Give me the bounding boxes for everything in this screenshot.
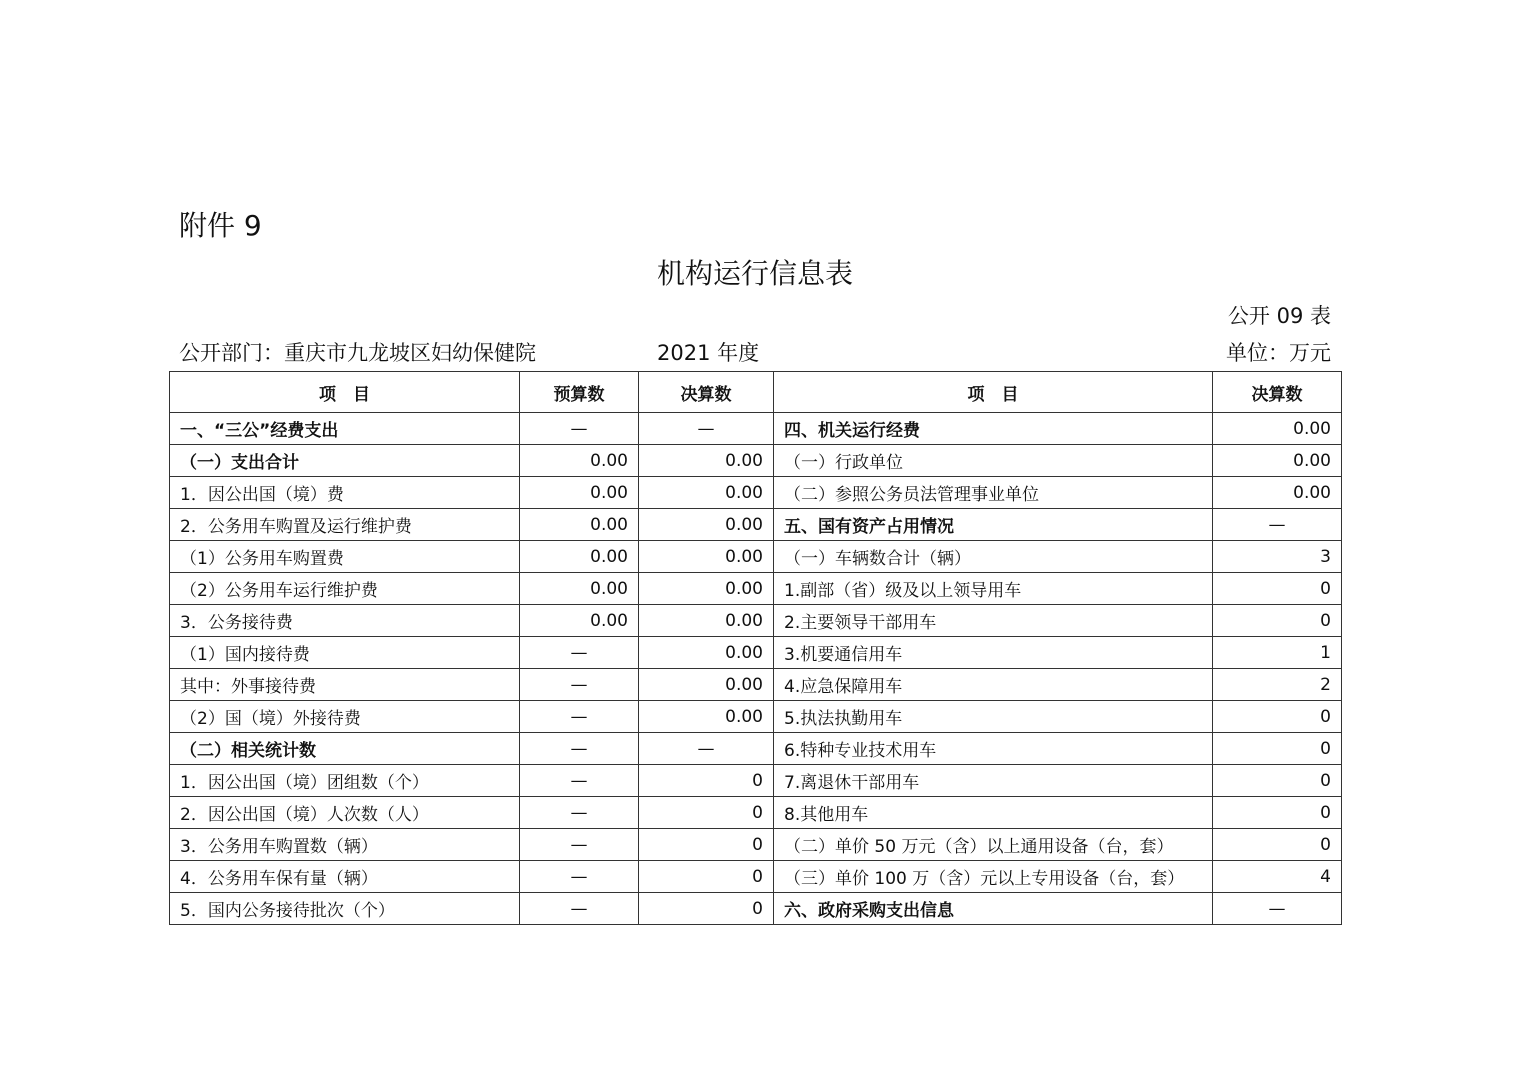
right-item-cell: 1.副部（省）级及以上领导用车: [774, 573, 1213, 605]
col-header-right-final: 决算数: [1213, 372, 1342, 413]
right-item-cell: 6.特种专业技术用车: [774, 733, 1213, 765]
right-final-cell: 0.00: [1213, 445, 1342, 477]
left-item-cell: （1）公务用车购置费: [170, 541, 520, 573]
left-item-cell: 3．公务接待费: [170, 605, 520, 637]
left-item-cell: （2）国（境）外接待费: [170, 701, 520, 733]
table-row: [170, 541, 1342, 573]
budget-cell: —: [520, 893, 639, 925]
budget-cell: —: [520, 733, 639, 765]
info-table: [169, 371, 1342, 925]
year-label: 2021 年度: [657, 341, 760, 365]
budget-cell: —: [520, 701, 639, 733]
right-final-cell: —: [1213, 509, 1342, 541]
budget-cell: —: [520, 765, 639, 797]
left-item-cell: 4．公务用车保有量（辆）: [170, 861, 520, 893]
unit-label: 单位：万元: [1226, 341, 1331, 365]
right-item-cell: （二）参照公务员法管理事业单位: [774, 477, 1213, 509]
final-cell: 0.00: [639, 509, 774, 541]
final-cell: 0: [639, 765, 774, 797]
final-cell: 0: [639, 797, 774, 829]
right-final-cell: 0.00: [1213, 477, 1342, 509]
col-header-budget: 预算数: [520, 372, 639, 413]
final-cell: —: [639, 733, 774, 765]
table-row: [170, 861, 1342, 893]
col-header-right-item: 项 目: [774, 372, 1213, 413]
final-cell: 0.00: [639, 477, 774, 509]
col-header-left-item: 项 目: [170, 372, 520, 413]
table-row: [170, 637, 1342, 669]
table-row: [170, 605, 1342, 637]
final-cell: 0.00: [639, 573, 774, 605]
table-row: [170, 765, 1342, 797]
final-cell: 0.00: [639, 445, 774, 477]
left-item-cell: 1．因公出国（境）团组数（个）: [170, 765, 520, 797]
table-row: [170, 797, 1342, 829]
budget-cell: 0.00: [520, 445, 639, 477]
left-item-cell: （二）相关统计数: [170, 733, 520, 765]
page-title: 机构运行信息表: [656, 257, 853, 290]
right-final-cell: 1: [1213, 637, 1342, 669]
right-final-cell: 0.00: [1213, 413, 1342, 445]
table-row: [170, 477, 1342, 509]
final-cell: 0.00: [639, 605, 774, 637]
table-row: [170, 413, 1342, 445]
col-header-final: 决算数: [639, 372, 774, 413]
budget-cell: —: [520, 797, 639, 829]
table-code: 公开 09 表: [1227, 304, 1331, 328]
right-final-cell: 0: [1213, 733, 1342, 765]
right-item-cell: 8.其他用车: [774, 797, 1213, 829]
department-label: 公开部门：重庆市九龙坡区妇幼保健院: [179, 341, 536, 365]
right-final-cell: 0: [1213, 573, 1342, 605]
budget-cell: 0.00: [520, 477, 639, 509]
budget-cell: 0.00: [520, 541, 639, 573]
final-cell: 0: [639, 893, 774, 925]
budget-cell: 0.00: [520, 509, 639, 541]
left-item-cell: 3．公务用车购置数（辆）: [170, 829, 520, 861]
right-final-cell: 0: [1213, 797, 1342, 829]
final-cell: 0.00: [639, 669, 774, 701]
table-header-row: [170, 372, 1342, 413]
final-cell: 0.00: [639, 541, 774, 573]
table-row: [170, 573, 1342, 605]
attachment-label: 附件 9: [179, 209, 262, 242]
left-item-cell: 一、“三公”经费支出: [170, 413, 520, 445]
right-item-cell: 六、政府采购支出信息: [774, 893, 1213, 925]
right-final-cell: 2: [1213, 669, 1342, 701]
budget-cell: —: [520, 861, 639, 893]
left-item-cell: 2．因公出国（境）人次数（人）: [170, 797, 520, 829]
right-item-cell: 4.应急保障用车: [774, 669, 1213, 701]
right-item-cell: 3.机要通信用车: [774, 637, 1213, 669]
final-cell: 0.00: [639, 701, 774, 733]
table-row: [170, 893, 1342, 925]
right-final-cell: 4: [1213, 861, 1342, 893]
left-item-cell: 5．国内公务接待批次（个）: [170, 893, 520, 925]
budget-cell: —: [520, 829, 639, 861]
budget-cell: —: [520, 413, 639, 445]
budget-cell: —: [520, 669, 639, 701]
right-item-cell: 2.主要领导干部用车: [774, 605, 1213, 637]
left-item-cell: （2）公务用车运行维护费: [170, 573, 520, 605]
right-final-cell: 0: [1213, 605, 1342, 637]
right-item-cell: 四、机关运行经费: [774, 413, 1213, 445]
right-final-cell: —: [1213, 893, 1342, 925]
table-row: [170, 445, 1342, 477]
budget-cell: —: [520, 637, 639, 669]
left-item-cell: 其中：外事接待费: [170, 669, 520, 701]
right-item-cell: 五、国有资产占用情况: [774, 509, 1213, 541]
table-row: [170, 733, 1342, 765]
right-final-cell: 0: [1213, 765, 1342, 797]
right-item-cell: 7.离退休干部用车: [774, 765, 1213, 797]
final-cell: 0.00: [639, 637, 774, 669]
left-item-cell: 2．公务用车购置及运行维护费: [170, 509, 520, 541]
left-item-cell: 1．因公出国（境）费: [170, 477, 520, 509]
left-item-cell: （1）国内接待费: [170, 637, 520, 669]
table-row: [170, 669, 1342, 701]
right-final-cell: 0: [1213, 829, 1342, 861]
right-final-cell: 0: [1213, 701, 1342, 733]
budget-cell: 0.00: [520, 605, 639, 637]
final-cell: —: [639, 413, 774, 445]
table-row: [170, 509, 1342, 541]
budget-cell: 0.00: [520, 573, 639, 605]
right-item-cell: 5.执法执勤用车: [774, 701, 1213, 733]
table-row: [170, 701, 1342, 733]
right-item-cell: （三）单价 100 万（含）元以上专用设备（台，套）: [774, 861, 1213, 893]
right-item-cell: （一）行政单位: [774, 445, 1213, 477]
right-final-cell: 3: [1213, 541, 1342, 573]
final-cell: 0: [639, 861, 774, 893]
right-item-cell: （二）单价 50 万元（含）以上通用设备（台，套）: [774, 829, 1213, 861]
left-item-cell: （一）支出合计: [170, 445, 520, 477]
table-row: [170, 829, 1342, 861]
right-item-cell: （一）车辆数合计（辆）: [774, 541, 1213, 573]
final-cell: 0: [639, 829, 774, 861]
